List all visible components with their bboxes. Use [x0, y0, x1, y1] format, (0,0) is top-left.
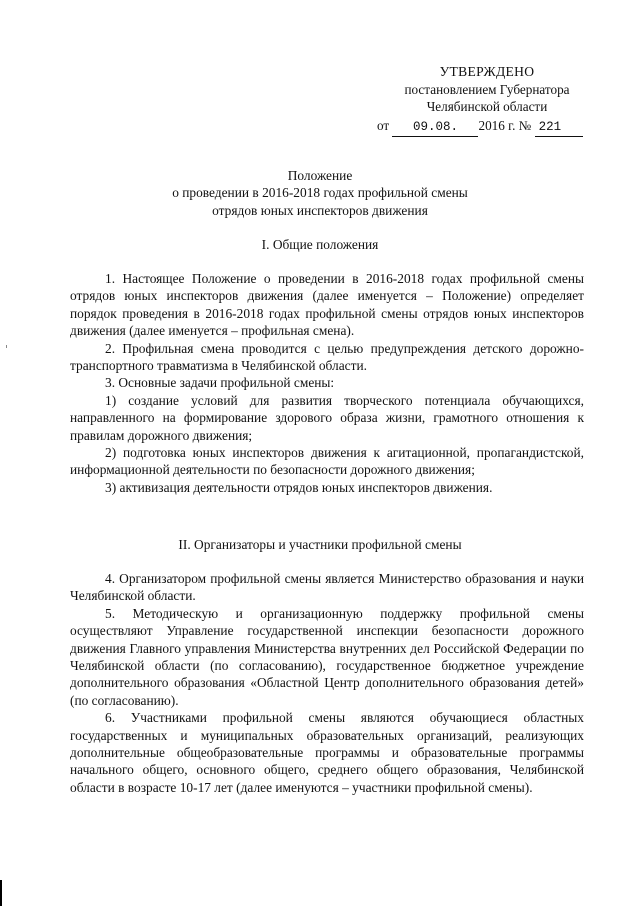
approval-line-region: Челябинской области [426, 99, 548, 114]
document-title-line-3: отрядов юных инспекторов движения [212, 202, 428, 218]
year-suffix: 2016 г. № [478, 117, 532, 133]
section-1-body [70, 270, 584, 496]
paragraph-3-item-2: 2) подготовка юных инспекторов движения к агитационной, пропагандистской, информационной деятельности по безопасности дорожного движения; [70, 445, 584, 478]
date-field: 09.08. [392, 119, 478, 138]
paragraph-5: 5. Методическую и организационную поддержку профильной смены осуществляют Управление государственной инспекции безопасности дорожного движения Главного управления Министерства внутренних дел Российской Федерации по Челябинской области (по согласованию), государственное бюджетное учреждение дополнительного образования «Областной Центр дополнительного образования детей» (по согласованию). [70, 605, 584, 708]
scan-speck [6, 345, 7, 348]
section-2-title: II. Организаторы и участники профильной смены [178, 537, 462, 552]
approval-title: УТВЕРЖДЕНО [439, 64, 535, 79]
paragraph-3: 3. Основные задачи профильной смены: [105, 375, 335, 391]
paragraph-3-item-1: 1) создание условий для развития творческого потенциала обучающихся, направленного на формирование здорового образа жизни, грамотного отношения к правилам дорожного движения; [70, 392, 584, 443]
from-prefix: от [377, 117, 390, 133]
document-title-line-2: о проведении в 2016-2018 годах профильной смены [172, 185, 468, 201]
paragraph-3-item-3: 3) активизация деятельности отрядов юных инспекторов движения. [105, 479, 493, 495]
paragraph-6: 6. Участниками профильной смены являются обучающиеся областных государственных и муниципальных образовательных организаций, реализующих дополнительные общеобразовательные программы и образовательные программы начального общего, основного общего, среднего общего образования, Челябинской области в возрасте 10-17 лет (далее именуются – участники профильной смены). [70, 710, 584, 795]
paragraph-1: 1. Настоящее Положение о проведении в 2016-2018 годах профильной смены отрядов юных инспекторов движения (далее именуется – Положение) определяет порядок проведения в 2016-2018 годах профильной смены отрядов юных инспекторов движения (далее именуется – профильная смена). [70, 271, 584, 339]
document-title-line-1: Положение [287, 168, 353, 183]
section-2-body [70, 570, 584, 796]
number-field: 221 [535, 119, 583, 138]
scan-margin-mark [0, 880, 2, 906]
paragraph-2: 2. Профильная смена проводится с целью предупреждения детского дорожно-транспортного травматизма в Челябинской области. [70, 340, 584, 374]
section-1-title: I. Общие положения [261, 237, 379, 252]
paragraph-4: 4. Организатором профильной смены является Министерство образования и науки Челябинской области. [70, 571, 584, 604]
approval-stamp-block [377, 63, 597, 137]
approval-date-line [377, 117, 597, 138]
approval-line-decree: постановлением Губернатора [404, 81, 570, 97]
document-title [0, 167, 640, 219]
